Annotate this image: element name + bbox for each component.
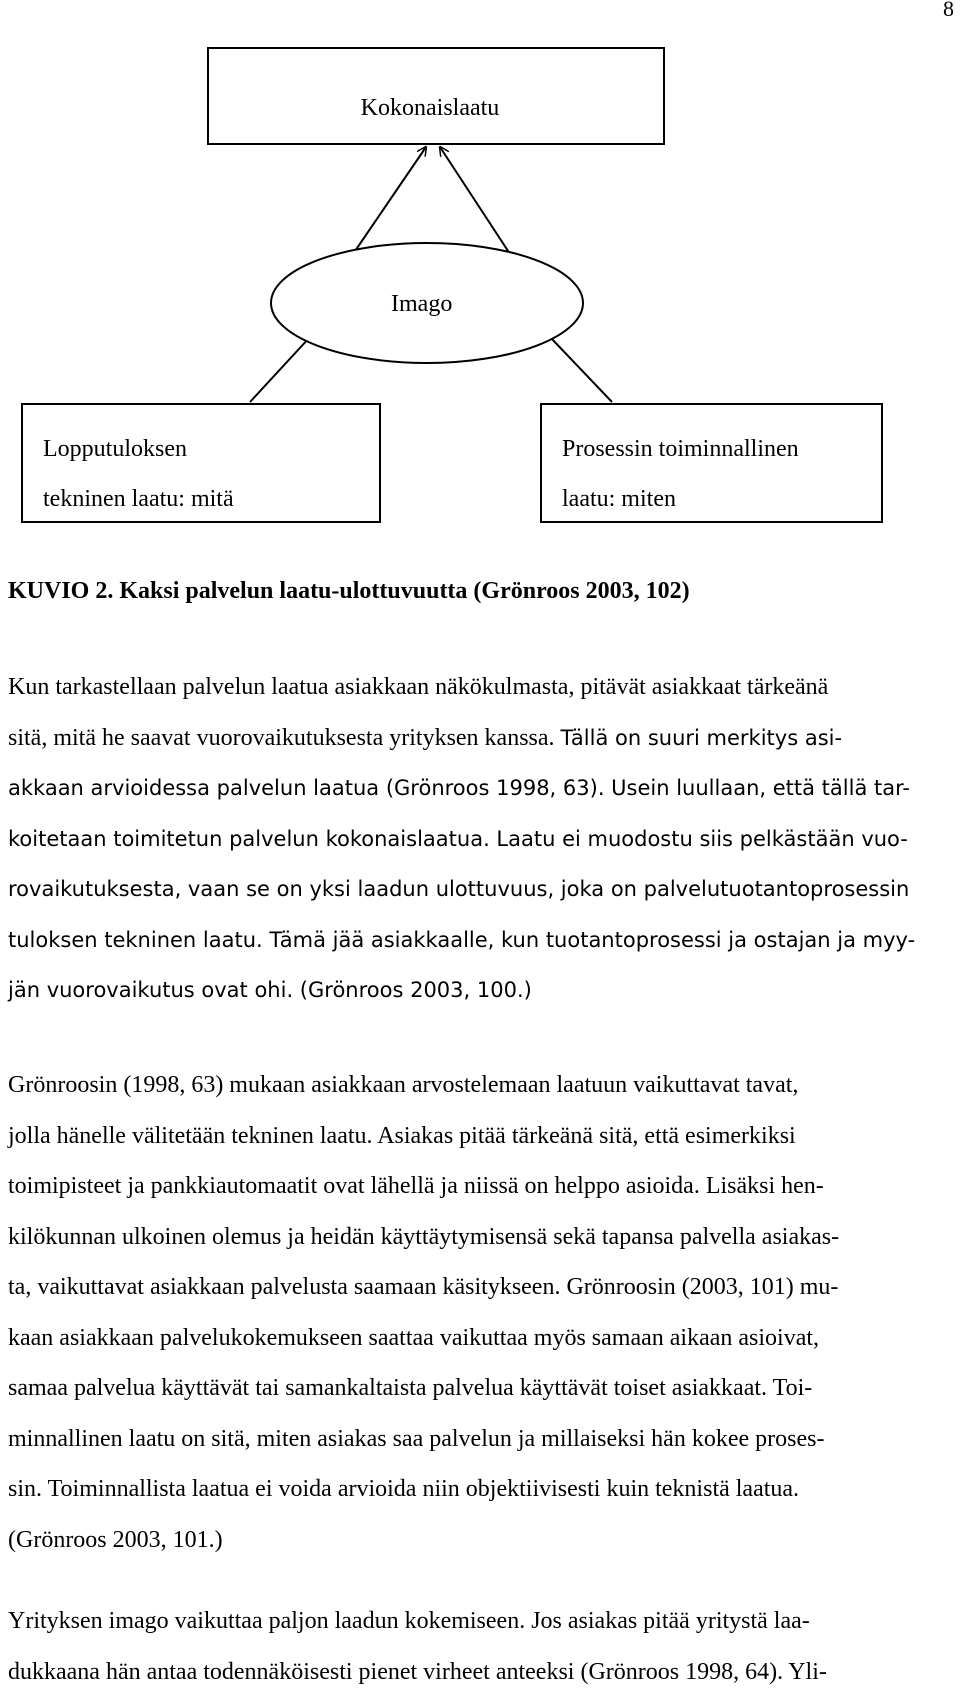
paragraph-2-line: ta, vaikuttavat asiakkaan palvelusta saamaan käsitykseen. Grönroosin (2003, 101) mu- [8, 1262, 948, 1313]
paragraph-1-line: tuloksen tekninen laatu. Tämä jää asiakkaalle, kun tuotantoprosessi ja ostajan ja myy- [8, 915, 948, 966]
left-box-line-1: Lopputuloksen [43, 424, 187, 474]
paragraph-1-line: sitä, mitä he saavat vuorovaikutuksesta yrityksen kanssa. Tällä on suuri merkitys asi- [8, 713, 948, 764]
paragraph-3-line: dukkaana hän antaa todennäköisesti pienet virheet anteeksi (Grönroos 1998, 64). Yli- [8, 1647, 948, 1697]
paragraph-2-line: minnallinen laatu on sitä, miten asiakas saa palvelun ja millaiseksi hän kokee proses- [8, 1414, 948, 1465]
paragraph-2-line: toimipisteet ja pankkiautomaatit ovat lähellä ja niissä on helppo asioida. Lisäksi hen- [8, 1161, 948, 1212]
paragraph-2-line: samaa palvelua käyttävät tai samankaltaista palvelua käyttävät toiset asiakkaat. Toi- [8, 1363, 948, 1414]
paragraph-1-line: Kun tarkastellaan palvelun laatua asiakkaan näkökulmasta, pitävät asiakkaat tärkeänä [8, 662, 948, 713]
paragraph-1-line: rovaikutuksesta, vaan se on yksi laadun ulottuvuus, joka on palvelutuotantoprosessin [8, 864, 948, 915]
paragraph-1 [8, 662, 948, 1016]
paragraph-2 [8, 1060, 948, 1565]
paragraph-1-line: akkaan arvioidessa palvelun laatua (Grönroos 1998, 63). Usein luullaan, että tällä tar- [8, 763, 948, 814]
page-number: 8 [943, 0, 954, 22]
connector-right [550, 337, 612, 402]
arrow-left [353, 147, 426, 254]
paragraph-1-line: jän vuorovaikutus ovat ohi. (Grönroos 2003, 100.) [8, 965, 948, 1016]
top-box-label: Kokonaislaatu [0, 83, 860, 133]
paragraph-3-line: Yrityksen imago vaikuttaa paljon laadun kokemiseen. Jos asiakas pitää yritystä laa- [8, 1596, 948, 1647]
paragraph-2-line: kilökunnan ulkoinen olemus ja heidän käyttäytymisensä sekä tapansa palvella asiakas- [8, 1212, 948, 1263]
right-box-line-2: laatu: miten [562, 474, 676, 524]
paragraph-2-line: jolla hänelle välitetään tekninen laatu. Asiakas pitää tärkeänä sitä, että esimerkiksi [8, 1111, 948, 1162]
connector-left [250, 337, 310, 402]
paragraph-2-line: (Grönroos 2003, 101.) [8, 1515, 948, 1566]
paragraph-2-line: sin. Toiminnallista laatua ei voida arvioida niin objektiivisesti kuin teknistä laatua. [8, 1464, 948, 1515]
figure-caption: KUVIO 2. Kaksi palvelun laatu-ulottuvuutta (Grönroos 2003, 102) [8, 578, 690, 605]
ellipse-label: Imago [391, 279, 452, 329]
right-box-line-1: Prosessin toiminnallinen [562, 424, 799, 474]
arrow-right [440, 147, 510, 254]
left-box-line-2: tekninen laatu: mitä [43, 474, 234, 524]
paragraph-1-line: koitetaan toimitetun palvelun kokonaislaatua. Laatu ei muodostu siis pelkästään vuo- [8, 814, 948, 865]
paragraph-2-line: kaan asiakkaan palvelukokemukseen saattaa vaikuttaa myös samaan aikaan asioivat, [8, 1313, 948, 1364]
paragraph-2-line: Grönroosin (1998, 63) mukaan asiakkaan arvostelemaan laatuun vaikuttavat tavat, [8, 1060, 948, 1111]
